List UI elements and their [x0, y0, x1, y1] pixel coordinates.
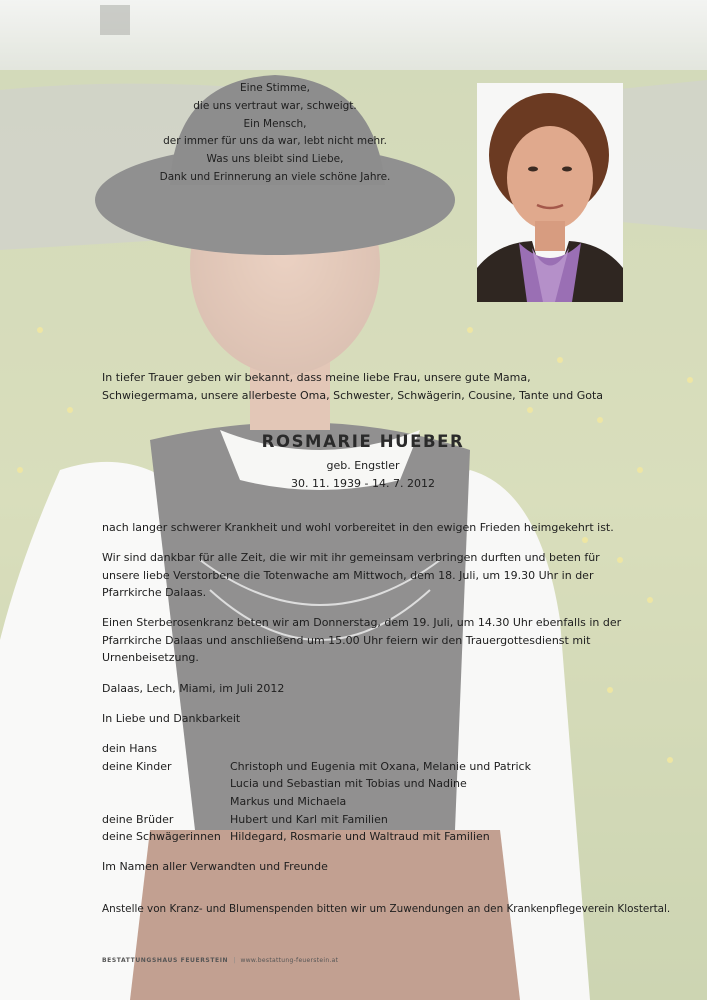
mourner-husband: dein Hans: [102, 742, 157, 755]
poem: [140, 80, 410, 187]
place-date: Dalaas, Lech, Miami, im Juli 2012: [102, 682, 285, 695]
rosary-text: Einen Sterberosenkranz beten wir am Donnerstag, dem 19. Juli, um 14.30 Uhr ebenfalls in der Pfarrkirche Dalaas und anschließend um 15.00 Uhr feiern wir den Trauergottesdienst mit Urnenbeisetzung.: [102, 616, 622, 665]
love-gratitude: In Liebe und Dankbarkeit: [102, 712, 241, 725]
donations-text: Anstelle von Kranz- und Blumenspenden bitten wir um Zuwendungen an den Krankenpflegeverein Klostertal.: [102, 903, 671, 915]
deceased-name: ROSMARIE HUEBER: [261, 432, 465, 451]
announcement-intro: In tiefer Trauer geben wir bekannt, dass meine liebe Frau, unsere gute Mama, Schwiegermama, unsere allerbeste Oma, Schwester, Schwägerin, Cousine, Tante und Gota: [102, 371, 604, 402]
funeral-home-name: BESTATTUNGSHAUS FEUERSTEIN: [102, 957, 229, 964]
poem-line: Eine Stimme,: [240, 82, 310, 94]
mourner-sisters: Hildegard, Rosmarie und Waltraud mit Familien: [230, 830, 490, 843]
life-dates: 30. 11. 1939 - 14. 7. 2012: [291, 477, 435, 490]
mourner-sisters-label: deine Schwägerinnen: [102, 830, 221, 843]
poem-line: die uns vertraut war, schweigt.: [193, 99, 357, 112]
footer: [102, 957, 338, 964]
portrait-photo: [477, 83, 623, 302]
wake-text: Wir sind dankbar für alle Zeit, die wir mit ihr gemeinsam verbringen durften und beten für unsere liebe Verstorbene die Totenwache am Mittwoch, dem 18. Juli, um 19.30 Uhr in der Pfarrkirche Dalaas.: [102, 551, 600, 600]
poem-line: der immer für uns da war, lebt nicht mehr.: [163, 135, 387, 148]
mourner-children-label: deine Kinder: [102, 760, 172, 773]
mourner-children-line: Christoph und Eugenia mit Oxana, Melanie und Patrick: [230, 760, 531, 773]
mourner-brothers: Hubert und Karl mit Familien: [230, 813, 388, 826]
mourner-children-line: Lucia und Sebastian mit Tobias und Nadine: [230, 777, 467, 790]
poem-line: Was uns bleibt sind Liebe,: [206, 153, 344, 166]
funeral-home-url[interactable]: www.bestattung-feuerstein.at: [240, 957, 339, 964]
mourner-children-line: Markus und Michaela: [230, 795, 347, 808]
birth-name: geb. Engstler: [326, 459, 400, 472]
mourner-brothers-label: deine Brüder: [102, 813, 174, 826]
footer-separator: |: [233, 957, 236, 964]
passed-away-text: nach langer schwerer Krankheit und wohl vorbereitet in den ewigen Frieden heimgekehrt ist.: [102, 521, 614, 534]
poem-line: Dank und Erinnerung an viele schöne Jahre.: [159, 170, 391, 183]
poem-line: Ein Mensch,: [243, 117, 307, 130]
relatives-text: Im Namen aller Verwandten und Freunde: [102, 860, 328, 873]
